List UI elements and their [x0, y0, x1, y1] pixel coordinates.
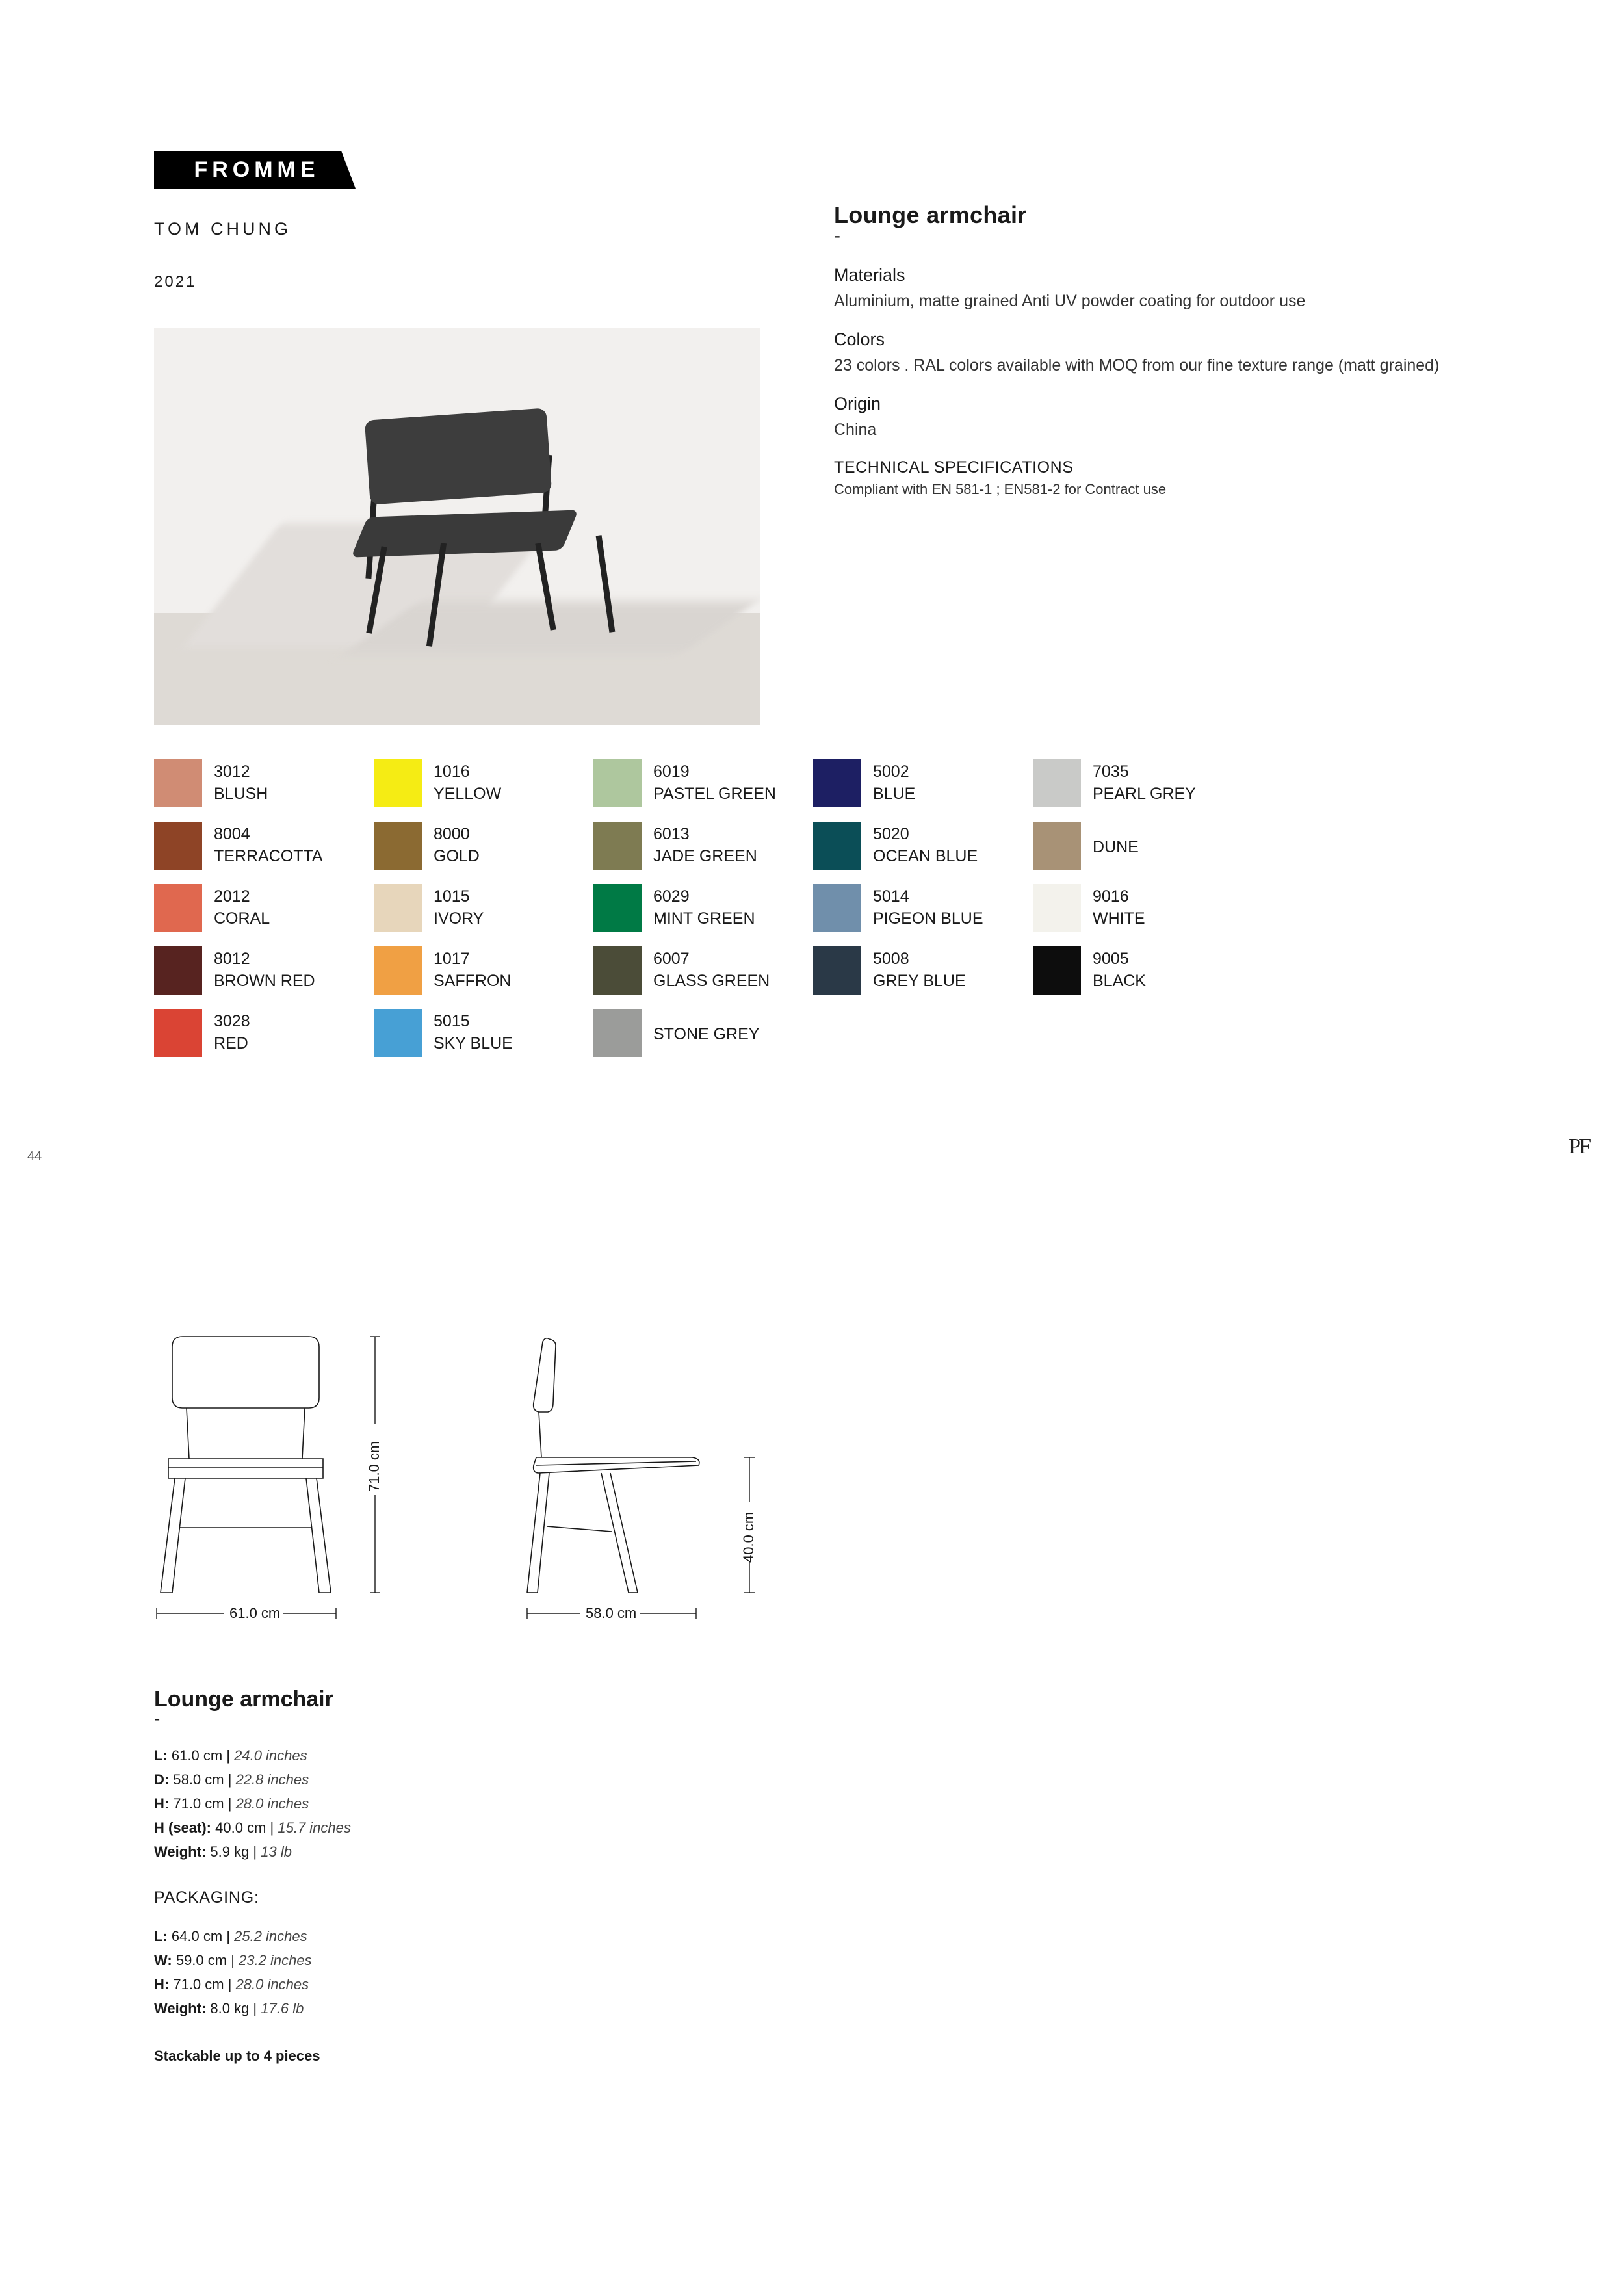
colors-field	[834, 330, 1484, 377]
color-name: RED	[214, 1034, 248, 1052]
side-depth-label: 58.0 cm	[586, 1605, 637, 1621]
color-code: 5002	[873, 763, 909, 781]
color-code: 1017	[434, 950, 470, 968]
packaging-label: PACKAGING:	[154, 1888, 259, 1907]
color-text	[434, 946, 511, 992]
front-width-label: 61.0 cm	[229, 1605, 281, 1621]
color-swatch	[813, 822, 861, 870]
color-swatch-item	[154, 884, 374, 932]
spec-label: H (seat):	[154, 1820, 212, 1836]
spec-label: W:	[154, 1952, 172, 1968]
color-code: 1016	[434, 763, 470, 781]
color-name: MINT GREEN	[653, 909, 755, 928]
materials-value: Aluminium, matte grained Anti UV powder coating for outdoor use	[834, 292, 1306, 310]
color-name: DUNE	[1093, 838, 1139, 856]
color-text	[873, 884, 983, 930]
specifications-block	[154, 1687, 739, 2065]
color-text	[653, 884, 755, 930]
color-text	[214, 759, 268, 805]
spec-imperial: 13 lb	[261, 1844, 292, 1860]
stackable-note: Stackable up to 4 pieces	[154, 2048, 320, 2064]
origin-value: China	[834, 421, 877, 439]
color-code: 9016	[1093, 887, 1129, 906]
color-text	[653, 1009, 759, 1045]
color-text	[873, 946, 966, 992]
spec-metric: 71.0 cm	[173, 1976, 224, 1992]
spec-line	[154, 1768, 739, 1792]
color-code: 8012	[214, 950, 250, 968]
designer-name: TOM CHUNG	[154, 219, 291, 239]
spec-metric: 5.9 kg	[210, 1844, 250, 1860]
spec-separator: |	[222, 1928, 235, 1944]
technical-drawings	[146, 1320, 926, 1671]
color-name: PEARL GREY	[1093, 785, 1196, 803]
spec-separator: |	[224, 1976, 236, 1992]
color-code: 1015	[434, 887, 470, 906]
spec-separator: |	[222, 1747, 235, 1764]
color-name: PIGEON BLUE	[873, 909, 983, 928]
color-text	[1093, 884, 1145, 930]
color-swatch	[593, 884, 642, 932]
spec-label: H:	[154, 1976, 170, 1992]
colors-value: 23 colors . RAL colors available with MOQ from our fine texture range (matt grained)	[834, 356, 1440, 374]
color-swatch	[154, 1009, 202, 1057]
color-swatch-item	[593, 822, 813, 870]
color-name: TERRACOTTA	[214, 847, 323, 865]
spec-imperial: 28.0 inches	[235, 1976, 309, 1992]
title-dash: -	[834, 225, 840, 246]
specs-title: Lounge armchair	[154, 1687, 333, 1712]
color-swatch-item	[813, 946, 1033, 995]
color-swatch	[374, 884, 422, 932]
brand-logo-text: FROMME	[194, 157, 320, 182]
origin-field	[834, 394, 1484, 441]
design-year: 2021	[154, 273, 197, 291]
spec-imperial: 17.6 lb	[261, 2000, 304, 2016]
color-swatch	[374, 822, 422, 870]
color-code: 7035	[1093, 763, 1129, 781]
materials-field	[834, 265, 1484, 313]
spec-line	[154, 1792, 739, 1816]
technical-specifications-value: Compliant with EN 581-1 ; EN581-2 for Contract use	[834, 481, 1167, 497]
seat-height-label: 40.0 cm	[740, 1511, 757, 1563]
color-name: WHITE	[1093, 909, 1145, 928]
color-row	[154, 1009, 1467, 1057]
product-title: Lounge armchair	[834, 202, 1027, 228]
color-swatch-item	[1033, 759, 1253, 807]
materials-label: Materials	[834, 265, 905, 285]
spec-metric: 64.0 cm	[171, 1928, 223, 1944]
color-swatch	[154, 946, 202, 995]
color-grid	[154, 759, 1467, 1071]
color-text	[214, 822, 323, 867]
color-swatch	[593, 1009, 642, 1057]
color-swatch	[1033, 822, 1081, 870]
color-name: GOLD	[434, 847, 480, 865]
color-row	[154, 759, 1467, 807]
color-name: GREY BLUE	[873, 972, 966, 990]
color-swatch	[154, 759, 202, 807]
color-text	[434, 822, 480, 867]
color-code: 3012	[214, 763, 250, 781]
color-swatch-item	[1033, 822, 1253, 870]
color-swatch	[1033, 884, 1081, 932]
color-text	[214, 946, 315, 992]
spec-line	[154, 1816, 739, 1840]
spec-imperial: 24.0 inches	[234, 1747, 307, 1764]
color-code: 6019	[653, 763, 690, 781]
spec-imperial: 28.0 inches	[235, 1795, 309, 1812]
color-text	[1093, 759, 1196, 805]
spec-line	[154, 1743, 739, 1768]
overall-height-label: 71.0 cm	[366, 1441, 382, 1492]
product-photo	[154, 328, 760, 725]
spec-imperial: 25.2 inches	[234, 1928, 307, 1944]
color-swatch-item	[813, 884, 1033, 932]
color-swatch-item	[593, 946, 813, 995]
brand-logo	[154, 151, 356, 189]
color-code: 5015	[434, 1012, 470, 1030]
spec-separator: |	[224, 1771, 236, 1788]
color-code: 9005	[1093, 950, 1129, 968]
color-text	[873, 822, 978, 867]
color-swatch	[154, 884, 202, 932]
color-swatch-item	[374, 946, 593, 995]
spec-label: Weight:	[154, 1844, 207, 1860]
color-text	[1093, 946, 1146, 992]
chair-backrest	[365, 408, 552, 504]
color-code: 5008	[873, 950, 909, 968]
color-swatch	[813, 759, 861, 807]
color-text	[214, 884, 270, 930]
color-text	[873, 759, 915, 805]
color-name: SKY BLUE	[434, 1034, 513, 1052]
color-name: BLUE	[873, 785, 916, 803]
spec-metric: 40.0 cm	[215, 1820, 266, 1836]
spec-metric: 71.0 cm	[173, 1795, 224, 1812]
colors-label: Colors	[834, 330, 885, 349]
color-text	[434, 759, 501, 805]
spec-metric: 61.0 cm	[171, 1747, 223, 1764]
color-text	[434, 884, 484, 930]
spec-separator: |	[266, 1820, 278, 1836]
color-swatch	[813, 946, 861, 995]
color-swatch-item	[1033, 946, 1253, 995]
publisher-mark: PF	[1568, 1134, 1589, 1158]
technical-specifications-label: TECHNICAL SPECIFICATIONS	[834, 458, 1074, 476]
color-swatch-item	[813, 822, 1033, 870]
color-swatch	[374, 759, 422, 807]
spec-label: L:	[154, 1747, 168, 1764]
color-code: 6013	[653, 825, 690, 843]
packaging-list	[154, 1924, 739, 2020]
page-number: 44	[27, 1149, 42, 1164]
spec-separator: |	[249, 1844, 261, 1860]
color-name: PASTEL GREEN	[653, 785, 776, 803]
color-swatch-item	[813, 759, 1033, 807]
spec-separator: |	[227, 1952, 239, 1968]
spec-label: L:	[154, 1928, 168, 1944]
color-swatch-item	[154, 759, 374, 807]
color-code: 2012	[214, 887, 250, 906]
color-swatch-item	[374, 759, 593, 807]
color-name: SAFFRON	[434, 972, 512, 990]
front-view-drawing	[161, 1337, 331, 1593]
spec-line	[154, 1972, 739, 1996]
color-swatch-item	[1033, 884, 1253, 932]
color-name: OCEAN BLUE	[873, 847, 978, 865]
color-text	[214, 1009, 250, 1054]
color-swatch-item	[374, 822, 593, 870]
color-swatch	[813, 884, 861, 932]
color-code: 6029	[653, 887, 690, 906]
color-swatch-item	[593, 759, 813, 807]
spec-metric: 59.0 cm	[175, 1952, 227, 1968]
color-name: STONE GREY	[653, 1025, 760, 1043]
spec-label: D:	[154, 1771, 170, 1788]
color-swatch-item	[154, 946, 374, 995]
spec-line	[154, 1924, 739, 1948]
color-swatch-item	[154, 1009, 374, 1057]
color-text	[434, 1009, 513, 1054]
color-name: IVORY	[434, 909, 484, 928]
color-code: 5020	[873, 825, 909, 843]
spec-metric: 8.0 kg	[210, 2000, 250, 2016]
spec-line	[154, 1948, 739, 1972]
spec-separator: |	[249, 2000, 261, 2016]
color-row	[154, 822, 1467, 870]
spec-imperial: 23.2 inches	[239, 1952, 312, 1968]
color-name: YELLOW	[434, 785, 502, 803]
spec-separator: |	[224, 1795, 236, 1812]
color-swatch-item	[374, 884, 593, 932]
color-swatch	[374, 946, 422, 995]
spec-line	[154, 1840, 739, 1864]
color-code: 5014	[873, 887, 909, 906]
color-code: 8004	[214, 825, 250, 843]
color-text	[653, 946, 770, 992]
color-text	[1093, 822, 1139, 858]
color-text	[653, 759, 776, 805]
product-info	[834, 202, 1484, 515]
color-swatch	[1033, 946, 1081, 995]
spec-imperial: 22.8 inches	[235, 1771, 309, 1788]
color-swatch-item	[154, 822, 374, 870]
spec-metric: 58.0 cm	[173, 1771, 224, 1788]
color-swatch	[593, 946, 642, 995]
color-name: BROWN RED	[214, 972, 315, 990]
technical-specifications-field	[834, 458, 1484, 498]
specs-dash: -	[154, 1708, 161, 1729]
spec-line	[154, 1996, 739, 2020]
color-swatch-item	[593, 884, 813, 932]
color-text	[653, 822, 757, 867]
spec-label: H:	[154, 1795, 170, 1812]
color-name: BLACK	[1093, 972, 1146, 990]
color-code: 8000	[434, 825, 470, 843]
color-name: BLUSH	[214, 785, 268, 803]
origin-label: Origin	[834, 394, 881, 413]
color-name: GLASS GREEN	[653, 972, 770, 990]
color-row	[154, 946, 1467, 995]
color-code: 3028	[214, 1012, 250, 1030]
side-view-drawing	[527, 1338, 699, 1593]
color-name: JADE GREEN	[653, 847, 757, 865]
spec-imperial: 15.7 inches	[278, 1820, 351, 1836]
color-swatch-item	[374, 1009, 593, 1057]
dimensions-list	[154, 1743, 739, 1864]
color-code: 6007	[653, 950, 690, 968]
color-swatch	[1033, 759, 1081, 807]
spec-label: Weight:	[154, 2000, 207, 2016]
color-swatch	[593, 759, 642, 807]
color-swatch	[374, 1009, 422, 1057]
color-name: CORAL	[214, 909, 270, 928]
color-swatch	[593, 822, 642, 870]
color-swatch	[154, 822, 202, 870]
color-row	[154, 884, 1467, 932]
color-swatch-item	[593, 1009, 813, 1057]
